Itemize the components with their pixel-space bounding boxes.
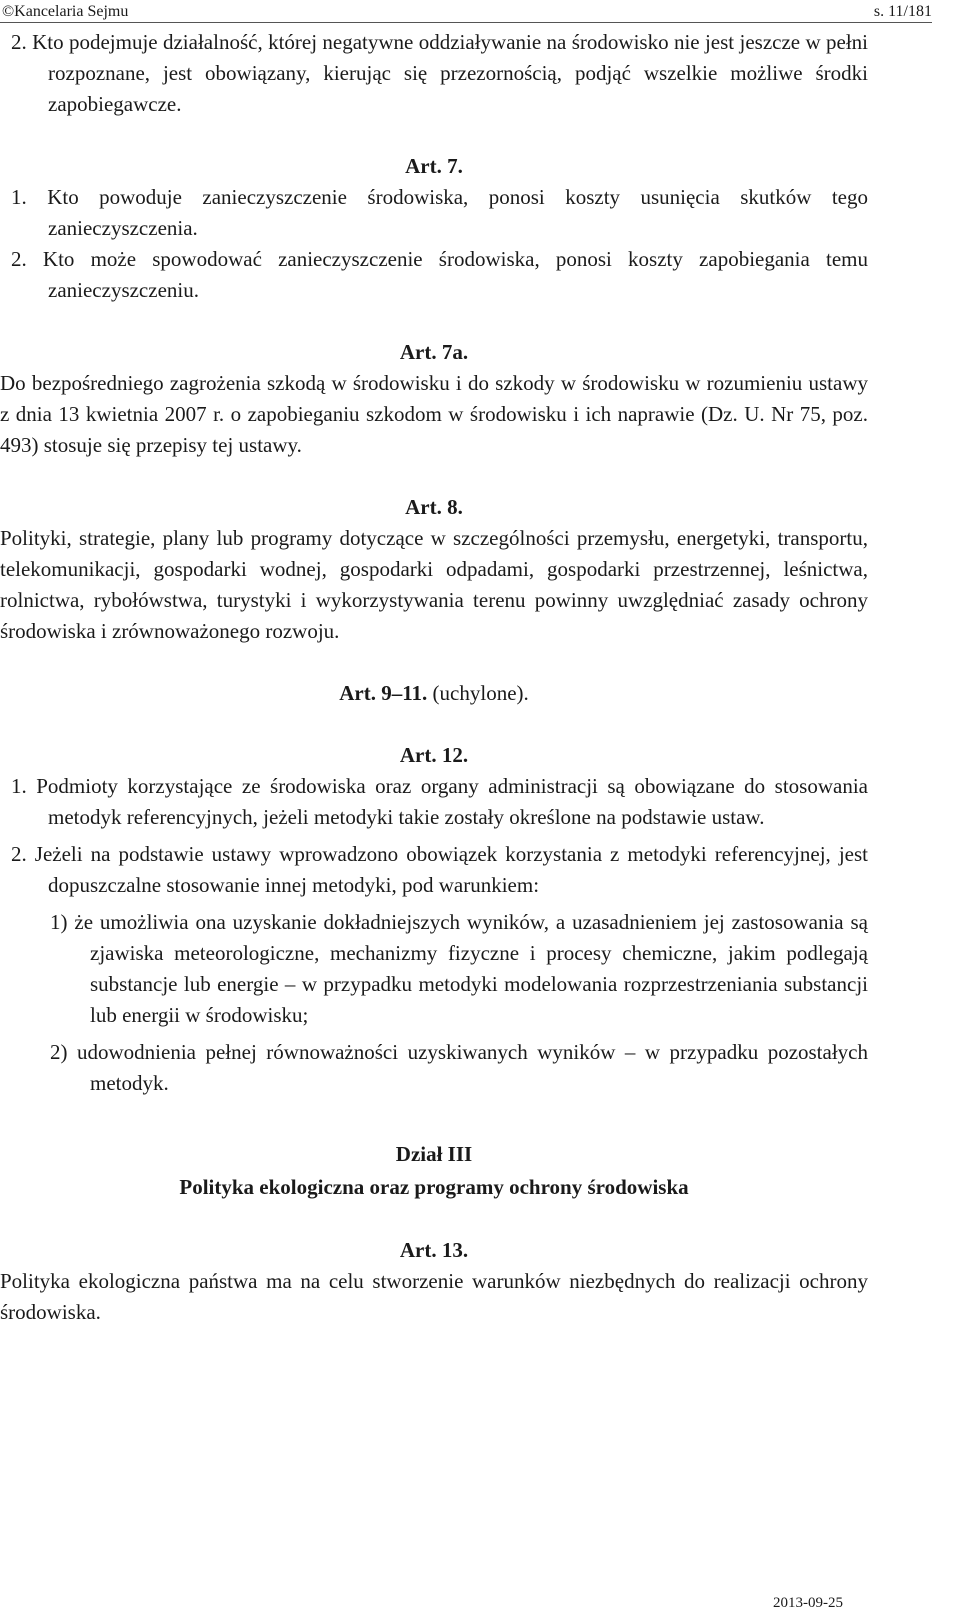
art13-heading: Art. 13. — [399, 1238, 469, 1262]
header-rule — [0, 22, 932, 23]
art7-paragraph-1: 1. Kto powoduje zanieczyszczenie środowiska, ponosi koszty usunięcia skutków tego zanieczyszczenia. — [11, 185, 868, 240]
art12-point-2: 2) udowodnienia pełnej równoważności uzyskiwanych wyników – w przypadku pozostałych metodyk. — [50, 1040, 868, 1095]
art8-text: Polityki, strategie, plany lub programy dotyczące w szczególności przemysłu, energetyki, transportu, telekomunikacji, gospodarki wodnej, gospodarki odpadami, gospodarki przestrzennej, leśnictwa, rolnictwa, rybołówstwa, turystyki i wykorzystywania terenu powinny uwzględniać zasady ochrony środowiska i zrównoważonego rozwoju. — [0, 526, 868, 643]
art12-paragraph-2: 2. Jeżeli na podstawie ustawy wprowadzono obowiązek korzystania z metodyki referencyjnej, jest dopuszczalne stosowanie innej metodyki, pod warunkiem: — [11, 842, 868, 897]
page-number: s. 11/181 — [873, 3, 932, 20]
art7a-heading: Art. 7a. — [399, 340, 469, 364]
art12-paragraph-1: 1. Podmioty korzystające ze środowiska oraz organy administracji są obowiązane do stosowania metodyk referencyjnych, jeżeli metodyki takie zostały określone na podstawie ustaw. — [11, 774, 868, 829]
division-title: Polityka ekologiczna oraz programy ochrony środowiska — [179, 1175, 689, 1199]
art9-11-number: Art. 9–11. — [339, 681, 428, 705]
art12-heading: Art. 12. — [399, 743, 469, 767]
art7-heading: Art. 7. — [405, 154, 463, 178]
art9-11-heading — [0, 678, 868, 709]
document-body — [0, 27, 868, 1328]
footer-date: 2013-09-25 — [773, 1595, 843, 1611]
source-label: ©Kancelaria Sejmu — [2, 3, 129, 20]
art7-paragraph-2: 2. Kto może spowodować zanieczyszczenie środowiska, ponosi koszty zapobiegania temu zanieczyszczeniu. — [11, 247, 868, 302]
art12-point-1: 1) że umożliwia ona uzyskanie dokładniejszych wyników, a uzasadnieniem jej zastosowania są zjawiska meteorologiczne, mechanizmy fizyczne i procesy chemiczne, jakim podlegają substancje lub energie – w przypadku metodyki modelowania rozprzestrzeniania substancji lub energii w środowisku; — [50, 910, 868, 1027]
art13-text: Polityka ekologiczna państwa ma na celu stworzenie warunków niezbędnych do realizacji ochrony środowiska. — [0, 1269, 868, 1324]
division-number: Dział III — [395, 1142, 473, 1166]
art6-paragraph-2: 2. Kto podejmuje działalność, której negatywne oddziaływanie na środowisko nie jest jeszcze w pełni rozpoznane, jest obowiązany, kierując się przezornością, podjąć wszelkie możliwe środki zapobiegawcze. — [11, 30, 868, 116]
art7a-text: Do bezpośredniego zagrożenia szkodą w środowisku i do szkody w środowisku w rozumieniu ustawy z dnia 13 kwietnia 2007 r. o zapobieganiu szkodom w środowisku i ich naprawie (Dz. U. Nr 75, poz. 493) stosuje się przepisy tej ustawy. — [0, 371, 868, 457]
art9-11-status: (uchylone). — [427, 681, 529, 705]
art8-heading: Art. 8. — [405, 495, 463, 519]
page-header — [0, 0, 960, 24]
